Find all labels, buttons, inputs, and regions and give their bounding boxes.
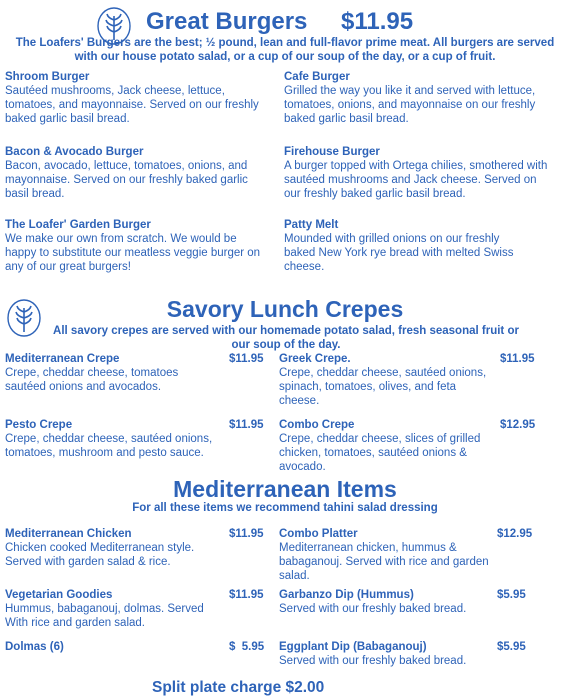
item-name: Bacon & Avocado Burger (5, 146, 144, 158)
item-price: $ 5.95 (229, 641, 265, 653)
menu-item (279, 588, 489, 616)
menu-item (5, 70, 267, 126)
section-price-burgers: $11.95 (341, 8, 414, 35)
item-name: Vegetarian Goodies (5, 589, 113, 601)
item-price: $12.95 (500, 419, 536, 431)
item-description: Hummus, babaganouj, dolmas. Served With rice and garden salad. (5, 603, 204, 629)
section-title-burgers: Great Burgers (146, 8, 308, 35)
section-intro-burgers: The Loafers' Burgers are the best; ½ pound, lean and full-flavor prime meat. All burgers are served with our house potato salad, or a cup of our soup of the day, or a cup of fruit. (15, 37, 555, 63)
menu-item (5, 218, 267, 274)
item-description: Crepe, cheddar cheese, sautéed onions, spinach, tomatoes, olives, and feta cheese. (279, 367, 487, 407)
menu-item (5, 145, 267, 201)
item-name: Pesto Crepe (5, 419, 73, 431)
item-price: $11.95 (229, 589, 264, 601)
item-name: Combo Crepe (279, 419, 355, 431)
section-intro-mediterranean: For all these items we recommend tahini salad dressing (132, 502, 438, 514)
item-name: Eggplant Dip (Babaganouj) (279, 641, 427, 653)
menu-item (5, 588, 225, 630)
item-description: Grilled the way you like it and served with lettuce, tomatoes, onions, and mayonnaise on our freshly baked garlic basil bread. (284, 85, 536, 125)
split-plate-charge: Split plate charge $2.00 (152, 679, 325, 696)
menu-item (279, 418, 489, 474)
item-price: $5.95 (497, 589, 526, 601)
menu-item (5, 418, 215, 460)
item-name: Shroom Burger (5, 71, 90, 83)
item-name: Combo Platter (279, 528, 358, 540)
item-price: $11.95 (229, 353, 264, 365)
item-name: Mediterranean Chicken (5, 528, 132, 540)
item-name: Dolmas (6) (5, 641, 64, 653)
item-name: Greek Crepe. (279, 353, 351, 365)
section-intro-crepes: All savory crepes are served with our homemade potato salad, fresh seasonal fruit or our soup of the day. (53, 325, 519, 351)
menu-item (284, 218, 524, 274)
item-name: Cafe Burger (284, 71, 350, 83)
item-description: We make our own from scratch. We would be happy to substitute our meatless veggie burger on any of our great burgers! (5, 233, 261, 273)
item-name: Patty Melt (284, 219, 339, 231)
menu-item (5, 527, 220, 569)
item-description: Served with our freshly baked bread. (279, 603, 467, 615)
menu-item (279, 640, 494, 668)
item-name: Firehouse Burger (284, 146, 380, 158)
item-price: $11.95 (229, 528, 264, 540)
item-description: Chicken cooked Mediterranean style. Served with garden salad & rice. (5, 542, 195, 568)
item-description: Served with our freshly baked bread. (279, 655, 467, 667)
section-title-crepes: Savory Lunch Crepes (166, 296, 404, 322)
menu-item (279, 352, 489, 408)
item-name: Garbanzo Dip (Hummus) (279, 589, 414, 601)
item-description: Crepe, cheddar cheese, slices of grilled chicken, tomatoes, sautéed onions & avocado. (279, 433, 481, 473)
menu-item (279, 527, 489, 583)
item-price: $11.95 (229, 419, 264, 431)
item-description: Mediterranean chicken, hummus & babaganouj. Served with rice and garden salad. (279, 542, 489, 582)
item-name: The Loafer' Garden Burger (5, 219, 151, 231)
item-description: Bacon, avocado, lettuce, tomatoes, onions, and mayonnaise. Served on our freshly baked garlic basil bread. (5, 160, 248, 200)
item-description: Sautéed mushrooms, Jack cheese, lettuce, tomatoes, and mayonnaise. Served on our freshly baked garlic basil bread. (5, 85, 259, 125)
item-description: A burger topped with Ortega chilies, smothered with sautéed mushrooms and Jack cheese. Served on our freshly baked garlic basil bread. (284, 160, 548, 200)
menu-item (284, 70, 546, 126)
item-name: Mediterranean Crepe (5, 353, 120, 365)
section-title-mediterranean: Mediterranean Items (173, 476, 397, 502)
item-price: $5.95 (497, 641, 526, 653)
item-description: Crepe, cheddar cheese, tomatoes sautéed onions and avocados. (5, 367, 179, 393)
menu-item (284, 145, 549, 201)
menu-item (5, 352, 215, 394)
item-price: $11.95 (500, 353, 535, 365)
menu-item (5, 640, 220, 654)
item-description: Crepe, cheddar cheese, sautéed onions, tomatoes, mushroom and pesto sauce. (5, 433, 213, 459)
item-description: Mounded with grilled onions on our freshly baked New York rye bread with melted Swiss cheese. (284, 233, 514, 273)
item-price: $12.95 (497, 528, 533, 540)
